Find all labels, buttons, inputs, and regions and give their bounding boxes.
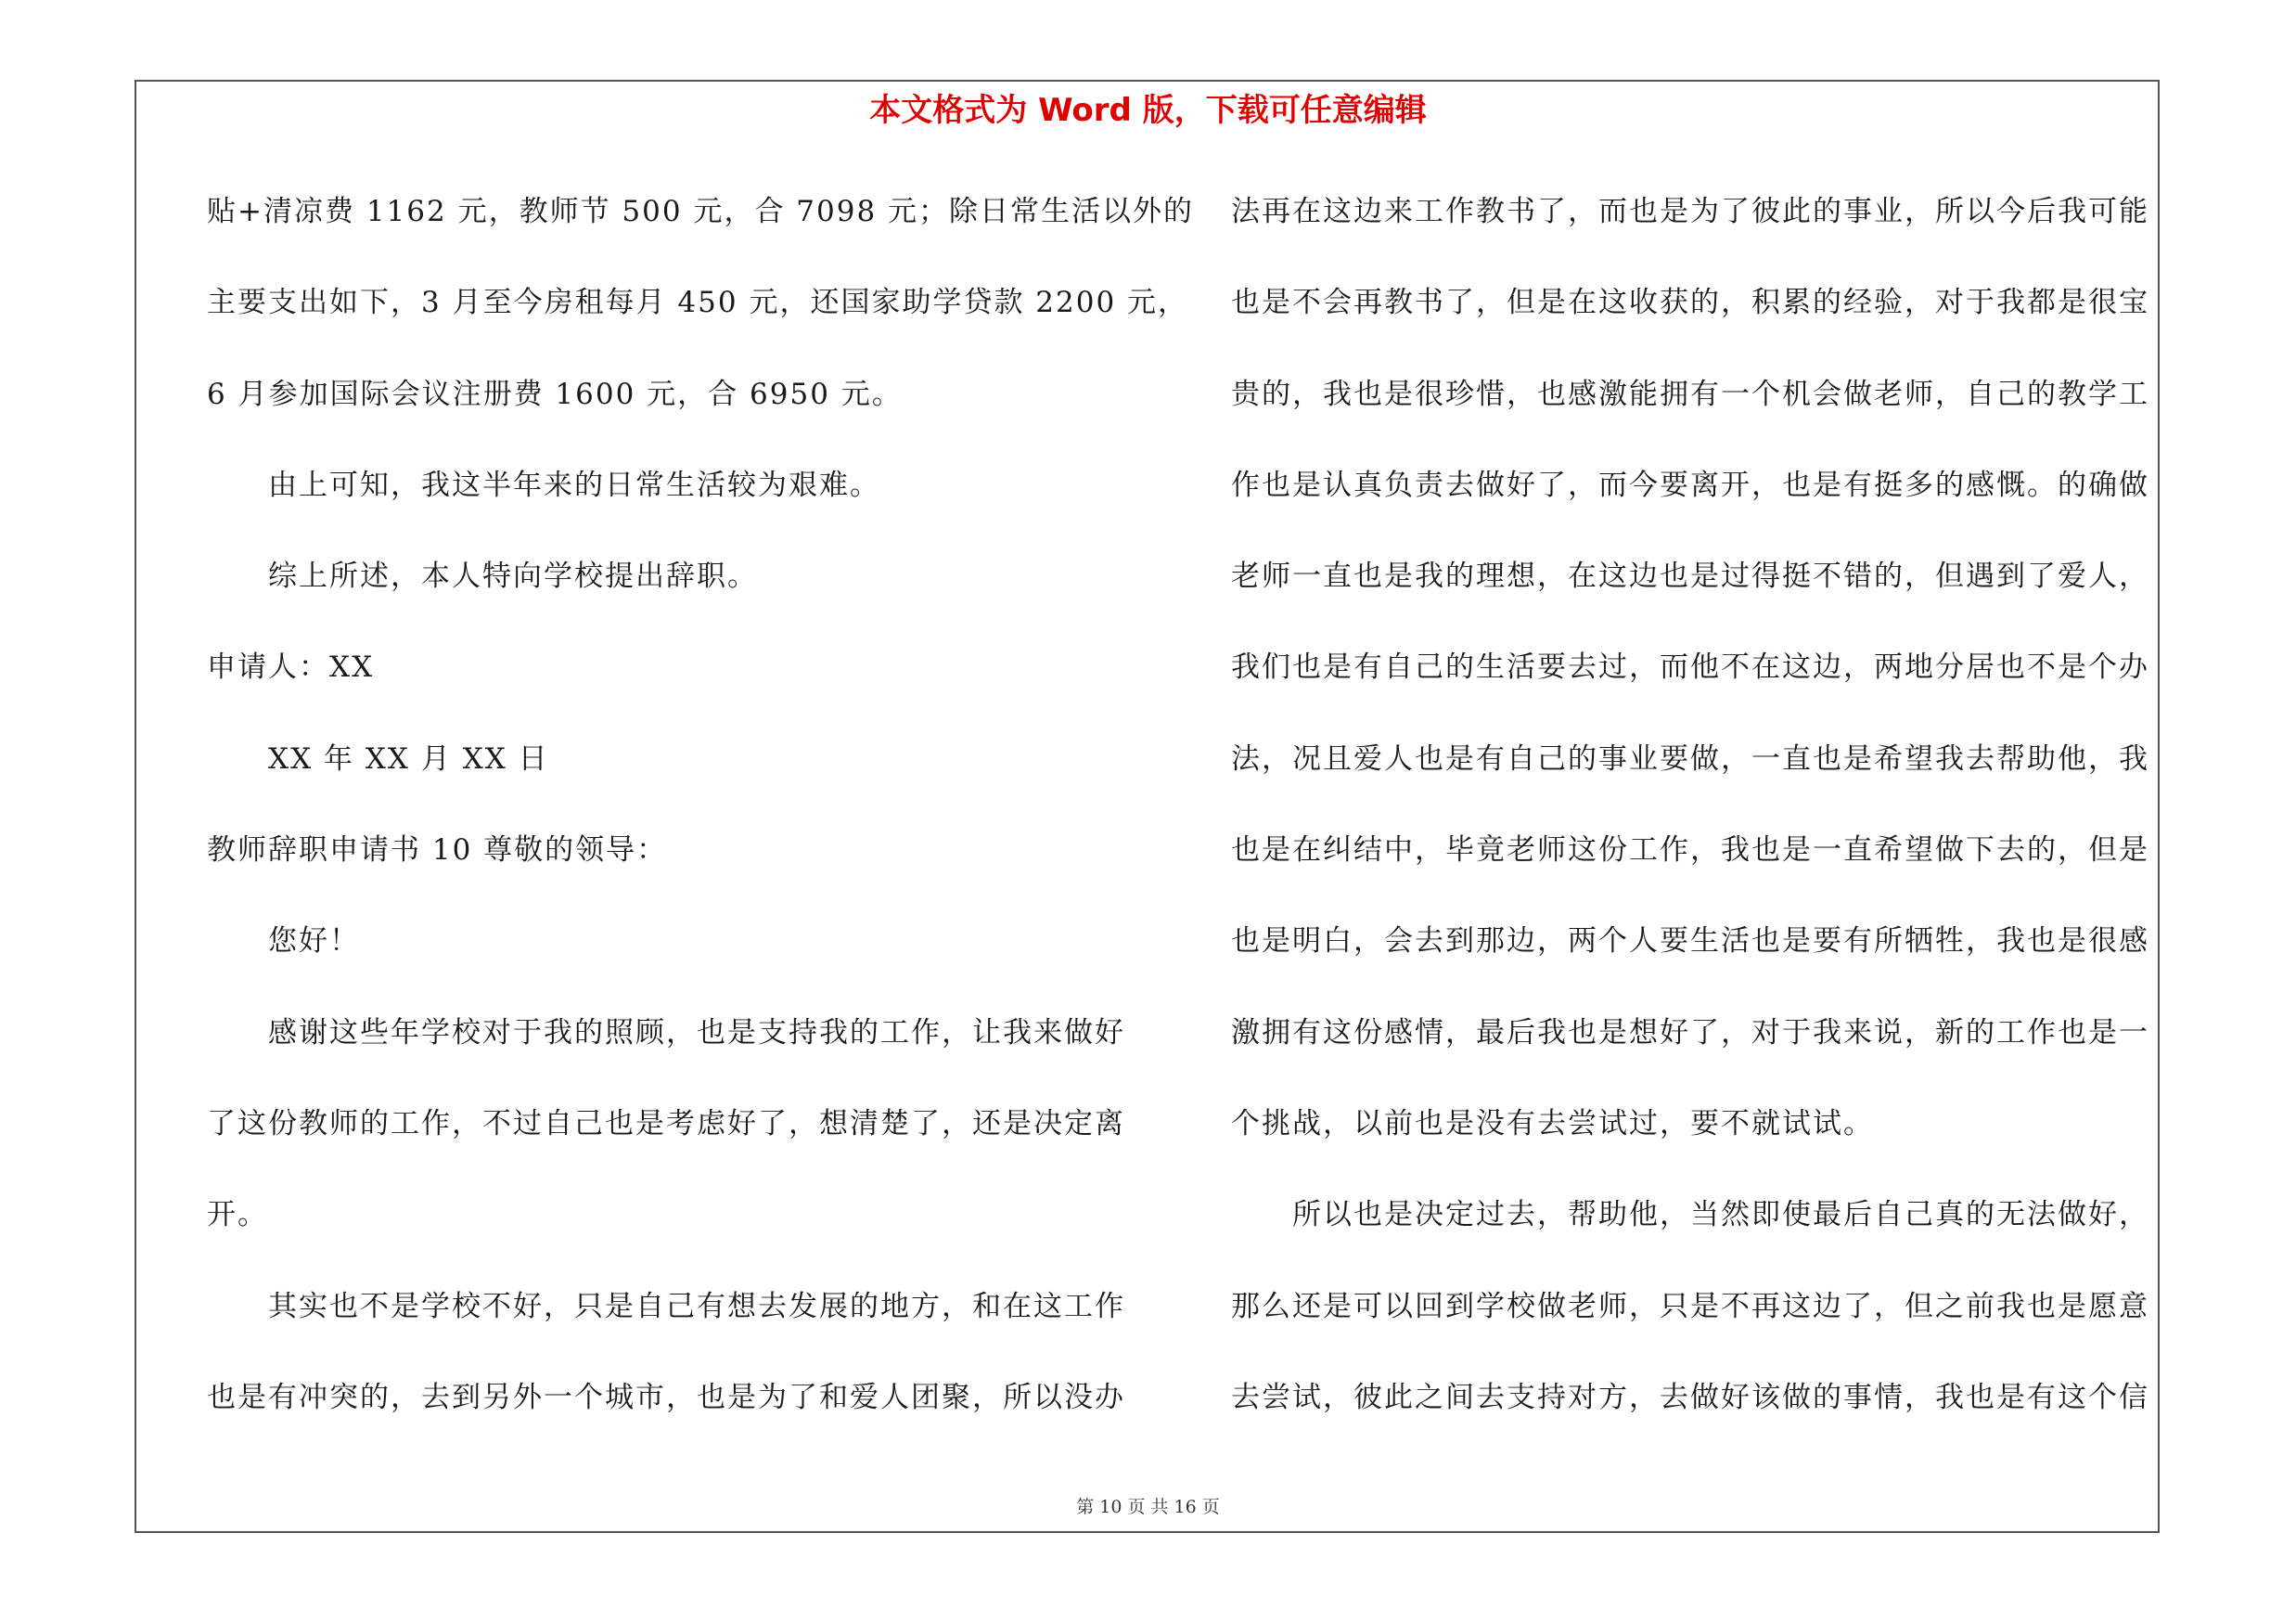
paragraph-line: 也是有冲突的，去到另外一个城市，也是为了和爱人团聚，所以没办 — [207, 1380, 1125, 1414]
paragraph-line: 感谢这些年学校对于我的照顾，也是支持我的工作，让我来做好 — [268, 1015, 1125, 1050]
greeting-line: 您好！ — [268, 924, 360, 959]
paragraph-line: 6 月参加国际会议注册费 1600 元，合 6950 元。 — [207, 377, 903, 411]
date-line: XX 年 XX 月 XX 日 — [268, 741, 549, 776]
paragraph-line: 法，况且爱人也是有自己的事业要做，一直也是希望我去帮助他，我 — [1231, 741, 2149, 776]
format-notice-banner: 本文格式为 Word 版，下载可任意编辑 — [869, 92, 1427, 129]
paragraph-line: 所以也是决定过去，帮助他，当然即使最后自己真的无法做好， — [1292, 1198, 2149, 1232]
paragraph-line: 去尝试，彼此之间去支持对方，去做好该做的事情，我也是有这个信 — [1231, 1380, 2149, 1414]
applicant-line: 申请人：XX — [207, 650, 375, 685]
paragraph-line: 主要支出如下，3 月至今房租每月 450 元，还国家助学贷款 2200 元， — [207, 286, 1189, 320]
section-heading: 教师辞职申请书 10 尊敬的领导： — [207, 833, 668, 868]
paragraph-line: 个挑战，以前也是没有去尝试过，要不就试试。 — [1231, 1106, 1874, 1140]
paragraph-line: 贵的，我也是很珍惜，也感激能拥有一个机会做老师，自己的教学工 — [1231, 377, 2149, 411]
paragraph-line: 其实也不是学校不好，只是自己有想去发展的地方，和在这工作 — [268, 1289, 1125, 1323]
paragraph-line: 那么还是可以回到学校做老师，只是不再这边了，但之前我也是愿意 — [1231, 1289, 2149, 1323]
paragraph-line: 开。 — [207, 1198, 268, 1232]
paragraph-line: 我们也是有自己的生活要去过，而他不在这边，两地分居也不是个办 — [1231, 650, 2149, 685]
paragraph-line: 也是不会再教书了，但是在这收获的，积累的经验，对于我都是很宝 — [1231, 286, 2149, 320]
paragraph-line: 由上可知，我这半年来的日常生活较为艰难。 — [268, 468, 880, 502]
paragraph-line: 了这份教师的工作，不过自己也是考虑好了，想清楚了，还是决定离 — [207, 1106, 1125, 1140]
left-text-column — [207, 184, 1195, 1461]
paragraph-line: 综上所述，本人特向学校提出辞职。 — [268, 560, 758, 594]
paragraph-line: 老师一直也是我的理想，在这边也是过得挺不错的，但遇到了爱人， — [1231, 560, 2149, 594]
paragraph-line: 也是在纠结中，毕竟老师这份工作，我也是一直希望做下去的，但是 — [1231, 833, 2149, 868]
paragraph-line: 法再在这边来工作教书了，而也是为了彼此的事业，所以今后我可能 — [1231, 195, 2149, 228]
right-text-column — [1231, 184, 2159, 1461]
paragraph-line: 也是明白，会去到那边，两个人要生活也是要有所牺牲，我也是很感 — [1231, 924, 2149, 959]
page-number-footer: 第 10 页 共 16 页 — [1076, 1497, 1220, 1517]
paragraph-line: 作也是认真负责去做好了，而今要离开，也是有挺多的感慨。的确做 — [1231, 468, 2149, 502]
paragraph-line: 激拥有这份感情，最后我也是想好了，对于我来说，新的工作也是一 — [1231, 1015, 2149, 1050]
paragraph-line: 贴+清凉费 1162 元，教师节 500 元，合 7098 元；除日常生活以外的 — [207, 195, 1195, 228]
